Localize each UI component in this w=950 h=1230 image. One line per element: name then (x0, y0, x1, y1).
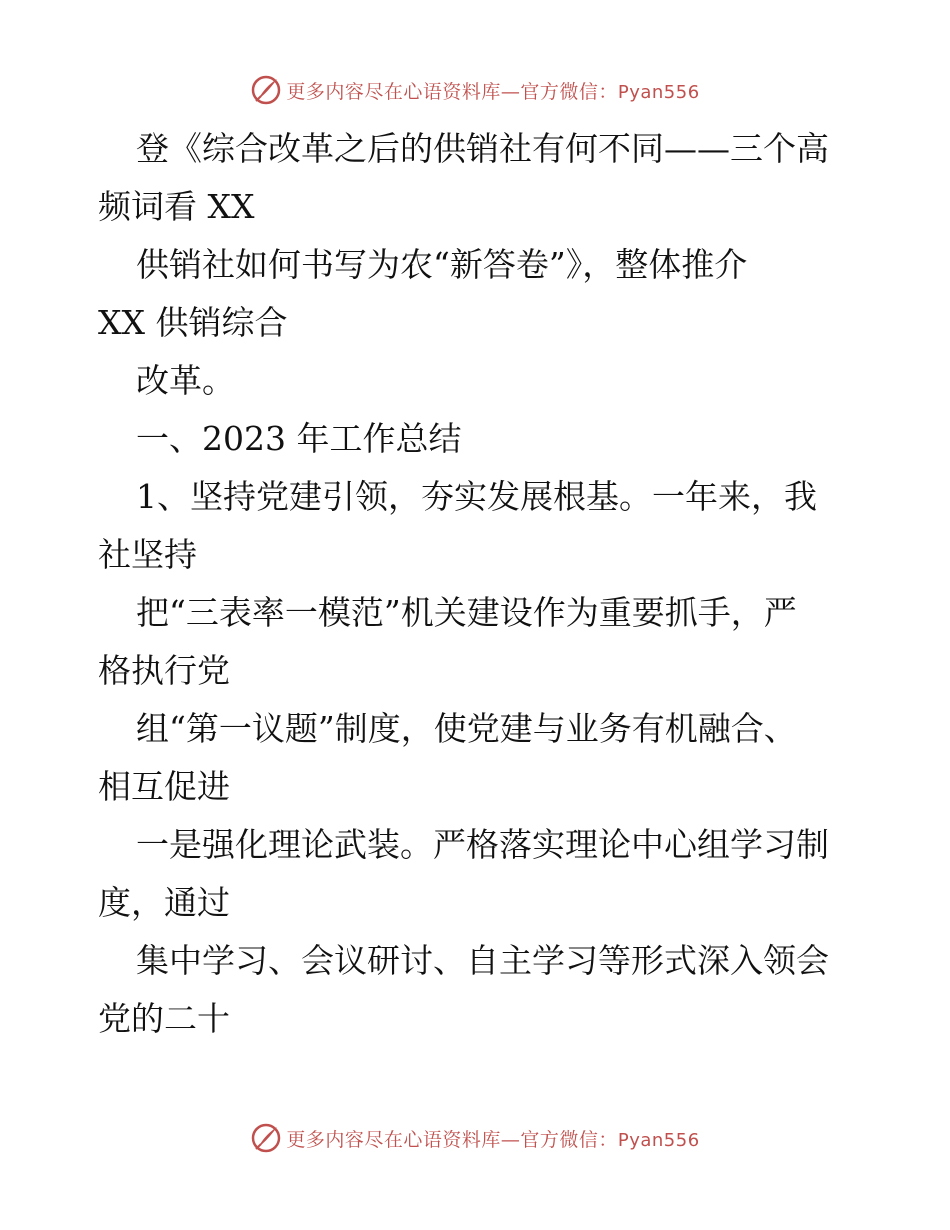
text-line: 改革。 (136, 361, 235, 400)
quill-circle-logo-icon (250, 74, 282, 106)
text-line: 党的二十 (98, 999, 230, 1038)
header-watermark (0, 70, 950, 110)
watermark-text: 更多内容尽在心语资料库—官方微信：Pyan556 (286, 1128, 700, 1151)
text-line: XX 供销综合 (98, 303, 288, 342)
text-line: 组“第一议题”制度，使党建与业务有机融合、 (136, 709, 797, 748)
text-line: 社坚持 (98, 535, 197, 574)
text-line: 频词看 XX (98, 187, 255, 226)
text-line: 相互促进 (98, 767, 230, 806)
footer-watermark (0, 1118, 950, 1158)
text-line: 一、2023 年工作总结 (136, 419, 462, 458)
text-line: 供销社如何书写为农“新答卷”》，整体推介 (136, 245, 748, 284)
text-line: 格执行党 (98, 651, 230, 690)
text-line: 度，通过 (98, 883, 230, 922)
document-body (98, 120, 858, 1048)
text-line: 登《综合改革之后的供销社有何不同——三个高 (136, 129, 829, 168)
text-line: 1、坚持党建引领，夯实发展根基。一年来，我 (136, 477, 817, 516)
quill-circle-logo-icon (250, 1122, 282, 1154)
text-line: 把“三表率一模范”机关建设作为重要抓手，严 (136, 593, 797, 632)
text-line: 集中学习、会议研讨、自主学习等形式深入领会 (136, 941, 829, 980)
text-line: 一是强化理论武装。严格落实理论中心组学习制 (136, 825, 829, 864)
watermark-text: 更多内容尽在心语资料库—官方微信：Pyan556 (286, 80, 700, 103)
